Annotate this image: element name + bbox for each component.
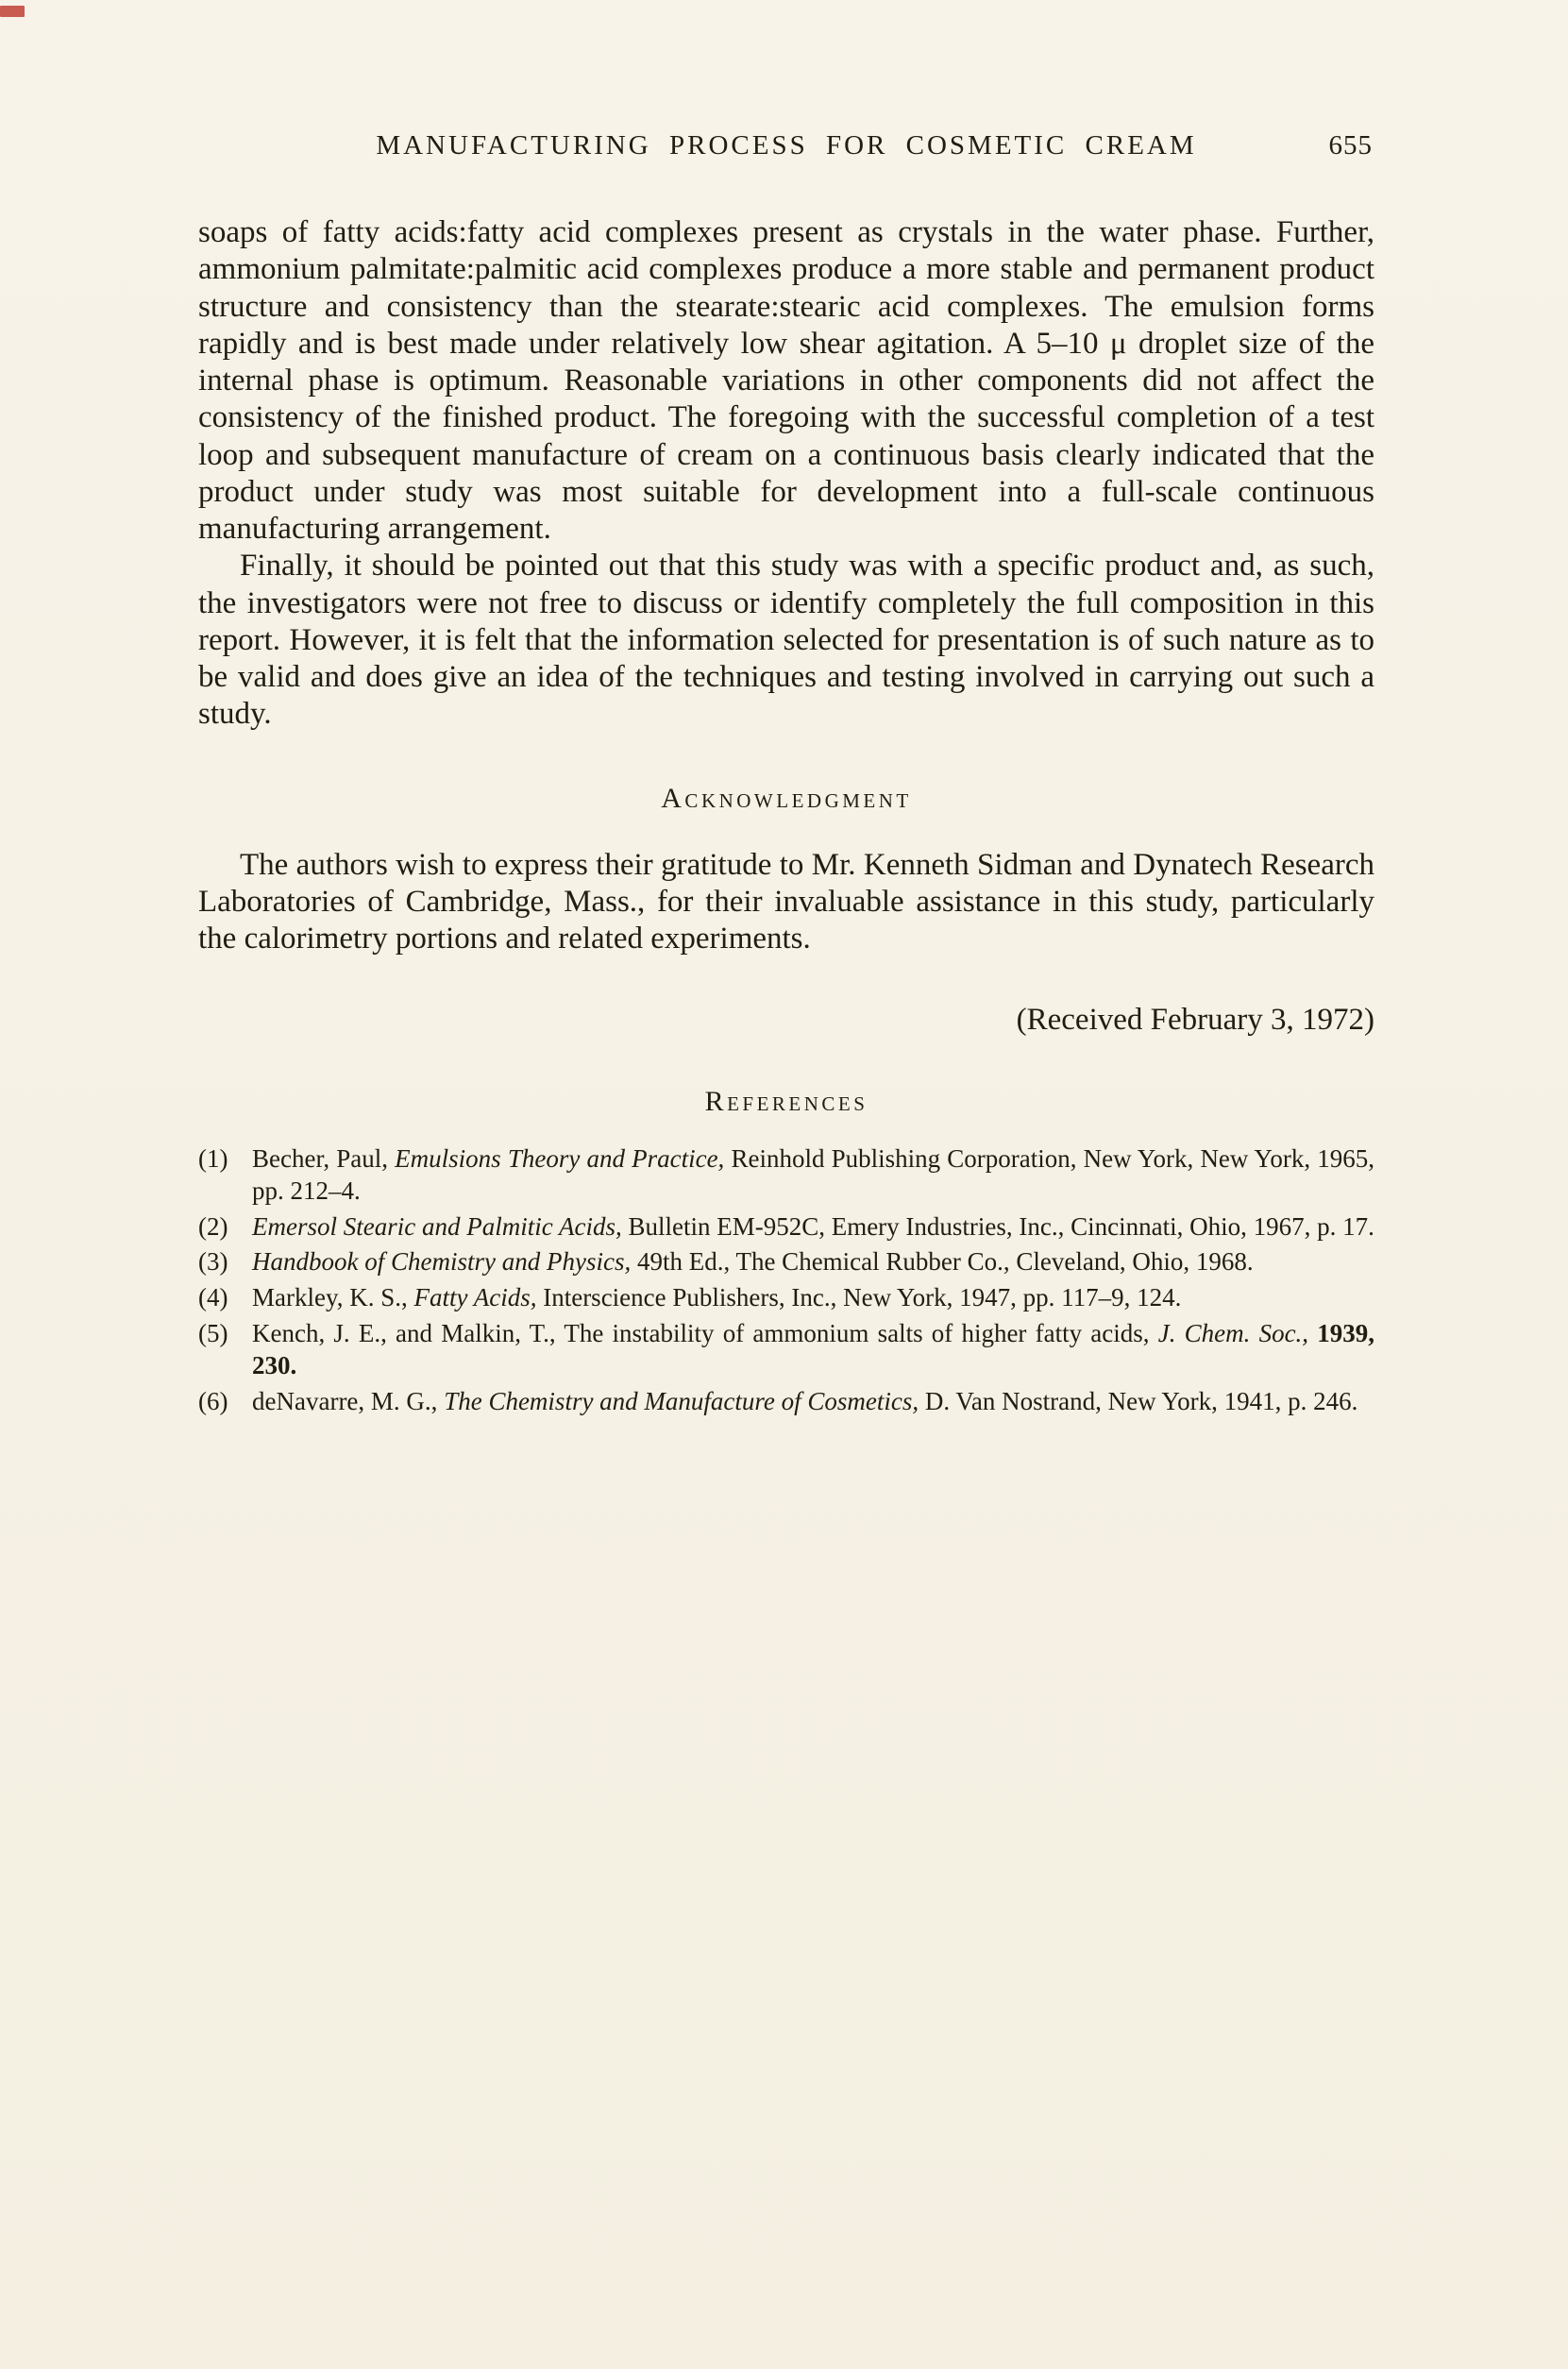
- page-number: 655: [1328, 130, 1373, 161]
- header-title: MANUFACTURING PROCESS FOR COSMETIC CREAM: [376, 130, 1197, 161]
- page-content: [198, 130, 1374, 1420]
- reference-number: (4): [198, 1282, 228, 1311]
- reference-list: [198, 1142, 1374, 1417]
- reference-item: [198, 1385, 1374, 1418]
- reference-number: (6): [198, 1386, 228, 1415]
- running-header: [198, 130, 1374, 161]
- reference-number: (1): [198, 1143, 228, 1173]
- reference-item: [198, 1317, 1374, 1382]
- body-text: [198, 214, 1374, 734]
- paragraph: Finally, it should be pointed out that this study was with a specific product and, as such, the investigators were not free to discuss or identify completely the full composition in this report. However, it is felt that the information selected for presentation is of such nature as to be valid and does give an idea of the techniques and testing involved in carrying out such a study.: [198, 549, 1374, 732]
- acknowledgment-heading: Acknowledgment: [661, 782, 912, 814]
- reference-number: (2): [198, 1211, 228, 1241]
- reference-number: (5): [198, 1318, 228, 1347]
- reference-item: [198, 1210, 1374, 1244]
- reference-text: Becher, Paul, Emulsions Theory and Practice, Reinhold Publishing Corporation, New York, New York, 1965, pp. 212–4.: [252, 1143, 1374, 1206]
- paragraph: soaps of fatty acids:fatty acid complexes present as crystals in the water phase. Further, ammonium palmitate:palmitic acid complexes produce a more stable and permanent product structure and consistency than the stearate:stearic acid complexes. The emulsion forms rapidly and is best made under relatively low shear agitation. A 5–10 μ droplet size of the internal phase is optimum. Reasonable variations in other components did not affect the consistency of the finished product. The foregoing with the successful completion of a test loop and subsequent manufacture of cream on a continuous basis clearly indicated that the product under study was most suitable for development into a full-scale continuous manufacturing arrangement.: [198, 215, 1374, 547]
- reference-item: [198, 1142, 1374, 1208]
- scan-artifact: [0, 6, 25, 17]
- reference-item: [198, 1281, 1374, 1314]
- reference-text: Kench, J. E., and Malkin, T., The instability of ammonium salts of higher fatty acids, J. Chem. Soc., 1939, 230.: [252, 1318, 1375, 1380]
- references-heading: References: [704, 1085, 868, 1117]
- reference-text: Handbook of Chemistry and Physics, 49th Ed., The Chemical Rubber Co., Cleveland, Ohio, 1968.: [252, 1247, 1254, 1277]
- reference-text: Emersol Stearic and Palmitic Acids, Bulletin EM-952C, Emery Industries, Inc., Cincinnati, Ohio, 1967, p. 17.: [252, 1211, 1374, 1241]
- reference-number: (3): [198, 1247, 228, 1277]
- reference-text: deNavarre, M. G., The Chemistry and Manufacture of Cosmetics, D. Van Nostrand, New York, 1941, p. 246.: [252, 1386, 1358, 1415]
- reference-item: [198, 1245, 1374, 1278]
- received-line: (Received February 3, 1972): [1016, 1002, 1374, 1037]
- acknowledgment-paragraph: The authors wish to express their gratitude to Mr. Kenneth Sidman and Dynatech Research Laboratories of Cambridge, Mass., for their invaluable assistance in this study, particularly the calorimetry portions and related experiments.: [198, 847, 1374, 956]
- reference-text: Markley, K. S., Fatty Acids, Interscience Publishers, Inc., New York, 1947, pp. 117–9, 124.: [252, 1282, 1182, 1311]
